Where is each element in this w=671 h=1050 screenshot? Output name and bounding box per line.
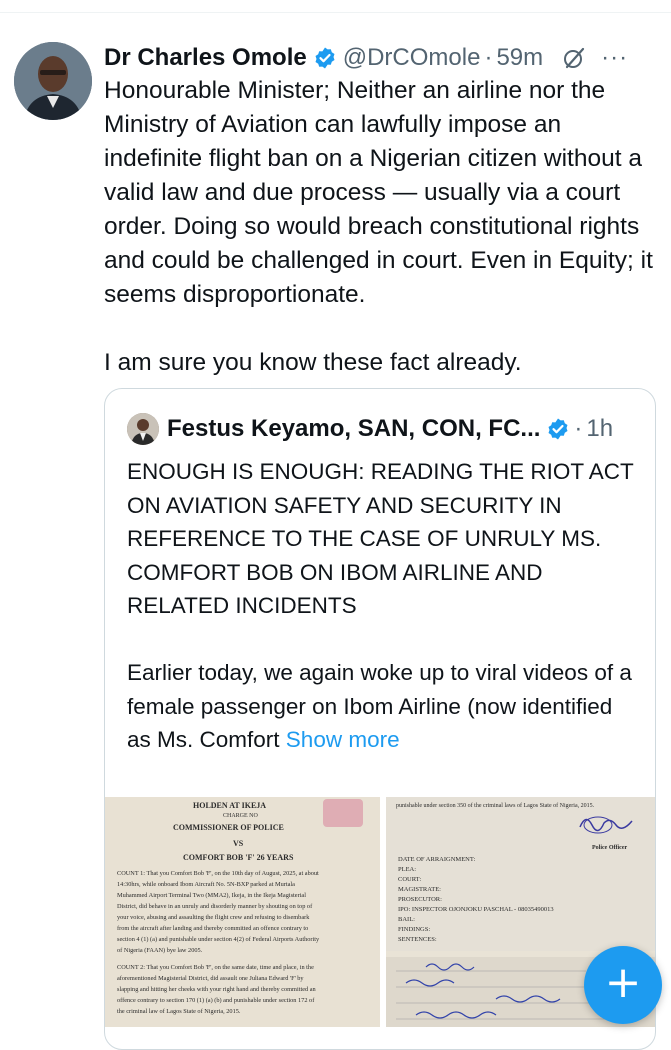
doc-text-line: PROSECUTOR: <box>398 896 442 903</box>
quoted-author-name: Festus Keyamo, SAN, CON, FC... <box>167 415 541 442</box>
doc-charge-no: CHARGE NO <box>223 813 258 819</box>
quoted-tweet-time: 1h <box>586 415 614 442</box>
doc-text-line: slapping and hitting her cheeks with your right hand and thereby committed an <box>117 986 316 993</box>
quoted-paragraph: ENOUGH IS ENOUGH: READING THE RIOT ACT ON AVIATION SAFETY AND SECURITY IN REFERENCE TO THE CASE OF UNRULY MS. COMFORT BOB ON IBOM AIRLINE AND RELATED INCIDENTS <box>127 459 634 618</box>
tweet-paragraph: I am sure you know these fact already. <box>104 349 522 376</box>
plus-icon: + <box>604 957 642 1008</box>
quoted-tweet-card[interactable] <box>104 388 656 1050</box>
doc-text-line: COUNT 1: That you Comfort Bob 'F', on the 10th day of August, 2025, at about <box>117 870 319 877</box>
author-avatar[interactable] <box>14 42 92 120</box>
doc-text-line: FINDINGS: <box>398 926 431 933</box>
verified-badge-icon <box>313 46 337 70</box>
doc-text-line: from the aircraft after landing and thereby committed an offence contrary to <box>117 925 309 932</box>
quoted-paragraph-text: Earlier today, we again woke up to viral videos of a female passenger on Ibom Airline (now identified as Ms. Comfort <box>127 660 632 752</box>
tweet-time[interactable]: 59m <box>496 44 544 71</box>
tweet-text <box>104 74 660 380</box>
author-name[interactable]: Dr Charles Omole <box>104 44 307 71</box>
signature-icon <box>576 809 636 839</box>
quoted-tweet-text <box>127 455 637 757</box>
quoted-author-avatar <box>127 413 159 445</box>
doc-text-line: offence contrary to section 170 (1) (a) (b) and punishable under section 172 of <box>117 997 315 1004</box>
tweet-header <box>104 40 664 76</box>
doc-party2: COMFORT BOB 'F' 26 YEARS <box>183 853 294 862</box>
author-handle[interactable]: @DrCOmole <box>342 44 481 71</box>
doc-text-line: DATE OF ARRAIGNMENT: <box>398 856 476 863</box>
charge-sheet-image[interactable] <box>105 797 380 1027</box>
doc-top-line: punishable under section 350 of the criminal laws of Lagos State of Nigeria, 2015. <box>396 803 595 809</box>
top-divider <box>0 12 671 13</box>
quoted-tweet-header <box>127 411 647 447</box>
doc-text-line: BAIL: <box>398 916 415 923</box>
more-options-icon[interactable]: ··· <box>601 44 629 71</box>
doc-text-line: section 4 (1) (a) and punishable under section 4(2) of Federal Airports Authority <box>117 936 320 943</box>
separator-dot: · <box>574 415 583 442</box>
doc-text-line: 14:30hrs, while onboard Ibom Aircraft No. 5N-BXP parked at Murtala <box>117 881 295 888</box>
doc-text-line: IPO: INSPECTOR OJONJOKU PASCHAL - 08035490013 <box>398 906 554 913</box>
doc-text-line: Muhammed Airport Terminal Two (MMA2), Ikeja, in the Ikeja Magisterial <box>117 892 306 899</box>
media-grid <box>105 797 655 1050</box>
doc-court: HOLDEN AT IKEJA <box>193 801 267 810</box>
grok-icon[interactable] <box>561 45 587 71</box>
doc-text-line: the criminal law of Lagos State of Nigeria, 2015. <box>117 1008 241 1015</box>
doc-text-line: District, did behave in an unruly and disorderly manner by shouting on top of <box>117 903 313 910</box>
doc-vs: VS <box>233 839 244 848</box>
doc-text-line: PLEA: <box>398 866 417 873</box>
tweet-paragraph: Honourable Minister; Neither an airline nor the Ministry of Aviation can lawfully impose an indefinite flight ban on a Nigerian citizen without a valid law and due process — usually via a court order. Doing so would breach constitutional rights and could be challenged in court. Even in Equity; it seems disproportionate. <box>104 77 653 308</box>
doc-text-line: of Nigeria (FAAN) bye law 2005. <box>117 947 203 954</box>
doc-party1: COMMISSIONER OF POLICE <box>173 823 284 832</box>
doc-text-line: your voice, abusing and assaulting the flight crew and refusing to disembark <box>117 914 310 921</box>
quoted-paragraph <box>127 656 637 757</box>
compose-fab-button[interactable] <box>584 946 662 1024</box>
doc-text-line: COUNT 2: That you Comfort Bob 'F', on the same date, time and place, in the <box>117 964 314 971</box>
separator-dot: · <box>484 44 493 71</box>
doc-text-line: MAGISTRATE: <box>398 886 441 893</box>
doc-officer: Police Officer <box>592 845 628 851</box>
doc-text-line: SENTENCES: <box>398 936 437 943</box>
show-more-link[interactable]: Show more <box>285 727 400 752</box>
doc-text-line: aforementioned Magisterial District, did assault one Juliana Edward 'F' by <box>117 975 304 982</box>
verified-badge-icon <box>546 417 570 441</box>
doc-sticker <box>323 799 363 827</box>
doc-text-line: COURT: <box>398 876 422 883</box>
court-form-image <box>386 797 655 951</box>
